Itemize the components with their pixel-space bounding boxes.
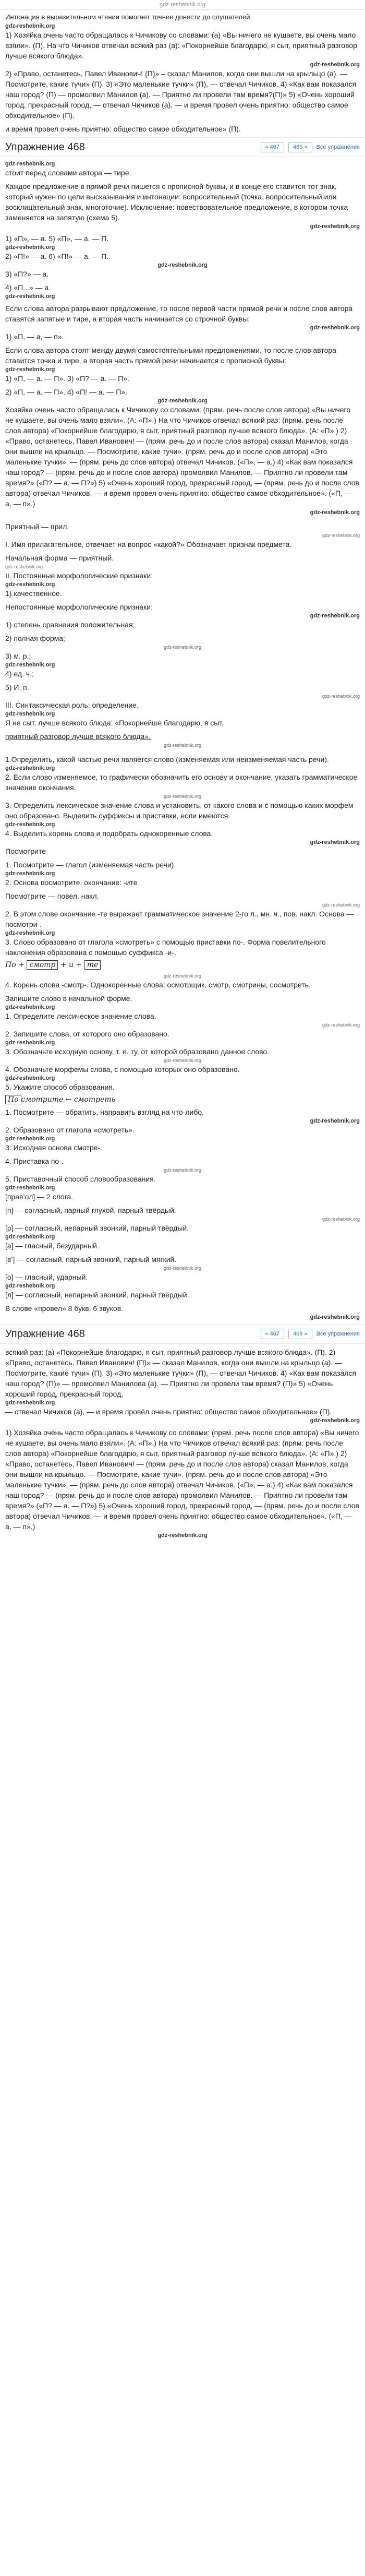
prev-exercise-button[interactable]: « 467 <box>261 1329 285 1339</box>
lead-text: стоит перед словами автора — тире. <box>5 169 131 177</box>
watermark: gdz-reshebnik.org <box>310 509 360 516</box>
watermark: gdz-reshebnik.org <box>310 1118 360 1124</box>
step: 2. Основа посмотрите, окончание: -ите <box>5 878 138 887</box>
step: 4. Корень слова -смотр-. Однокоренные слова: осмотрщик, смотр, смотрины, сосмотреть. <box>5 981 311 989</box>
watermark: gdz-reshebnik.org <box>310 613 360 619</box>
prev-exercise-button[interactable]: « 467 <box>261 142 285 152</box>
analysis-line: 5) И. п. <box>5 683 29 691</box>
step: 3. Исходная основа смотре-. <box>5 1143 103 1152</box>
watermark: gdz-reshebnik.org <box>322 902 360 908</box>
step: 5. Укажите способ образования. <box>5 1083 115 1091</box>
analysis-line: 1) качественное. <box>5 589 62 598</box>
watermark: gdz-reshebnik.org <box>5 244 55 251</box>
watermark: gdz-reshebnik.org <box>310 1417 360 1424</box>
step: 1. Определите лексическое значение слова. <box>5 1012 156 1020</box>
watermark: gdz-reshebnik.org <box>5 564 43 569</box>
watermark: gdz-reshebnik.org <box>322 694 360 699</box>
watermark: gdz-reshebnik.org <box>163 794 202 799</box>
watermark: gdz-reshebnik.org <box>310 1314 360 1320</box>
watermark: gdz-reshebnik.org <box>5 1040 55 1046</box>
next-exercise-button[interactable]: 469 » <box>288 1329 312 1339</box>
scheme-b: 1) «П, — а, — п». <box>5 332 64 341</box>
watermark: gdz-reshebnik.org <box>5 1004 55 1010</box>
watermark: gdz-reshebnik.org <box>163 1058 202 1063</box>
watermark: gdz-reshebnik.org <box>5 1283 55 1289</box>
analysis-head: Приятный — прил. <box>5 522 69 531</box>
analysis-line: Начальная форма — приятный. <box>5 554 114 562</box>
step: [прав’ол] — 2 слога. <box>5 1192 74 1201</box>
intro-paragraph-3: и время провел очень приятно: общество самое обходительное» (П). <box>5 125 241 133</box>
step: Посмотрите — повел. накл. <box>5 892 99 900</box>
watermark: gdz-reshebnik.org <box>163 973 202 979</box>
step: [р] — согласный, непарный звонкий, парный твёрдый. <box>5 1224 189 1232</box>
analysis-line: III. Синтаксическая роль: определение. <box>5 701 139 709</box>
scheme-a-1: 1) «П», — а. 5) «П», — а. — П. <box>5 234 109 243</box>
analysis-line: 1) степень сравнения положительная; <box>5 621 135 629</box>
underlined-word: приятный разговор лучше всякого блюда». <box>5 732 151 741</box>
step: [л] — согласный, непарный звонкий, парный твёрдый. <box>5 1291 189 1299</box>
watermark: gdz-reshebnik.org <box>5 1185 55 1191</box>
all-exercises-link[interactable]: Все упражнения <box>316 144 360 150</box>
intro-paragraph-2: 2) «Право, останетесь, Павел Иванович! (П)» – сказал Манилов, когда они вышли на крыльцо (а). — Посмотрите, какие тучи» (П). 3) «Это маленькие тучки» (П), — отвечал Чичиков. 4) «Как вам показался наш город? (П) — промолвил Манилов (а). — Приятно ли провели там время?(П)» 5) «Очень хороший город, прекрасный город, — отвечал Чичиков (а), — и время провел очень приятно: общество самое обходительное» (П). <box>5 69 357 120</box>
step: 3. Определить лексическое значение слова и установить, от какого слова и с помощью каких морфем оно образовано. Выделить суффиксы и приставки, если имеются. <box>5 801 354 820</box>
step: 1. Посмотрите — обратить, направить взгляд на что-либо. <box>5 1108 204 1116</box>
watermark: gdz-reshebnik.org <box>310 62 360 68</box>
step: Посмотрите <box>5 847 46 855</box>
watermark: gdz-reshebnik.org <box>163 645 202 650</box>
watermark: gdz-reshebnik.org <box>5 765 55 771</box>
watermark: gdz-reshebnik.org <box>310 839 360 845</box>
watermark: gdz-reshebnik.org <box>322 1217 360 1222</box>
watermark: gdz-reshebnik.org <box>5 711 55 717</box>
analysis-line: 4) ед. ч.; <box>5 670 34 678</box>
analysis-line: 3) м. р.; <box>5 652 31 660</box>
scheme-c-2: 2) «П, — а. — П». 4) «П! — а. — П». <box>5 388 127 396</box>
answer-paragraph: — отвечал Чичиков (а), — и время провёл очень приятно: общество самое обходительное» (П). <box>5 1408 332 1416</box>
exercise-header <box>0 137 365 157</box>
watermark: gdz-reshebnik.org <box>157 262 208 268</box>
watermark: gdz-reshebnik.org <box>322 533 360 538</box>
answer-paragraph: всякий раз: (а) «Покорнейше благодарю, я сыт, приятный разговор лучше всякого блюда». (П). 2) «Право, останетесь, Павел Иванович! (П)» — сказал Манилов, когда они вышли на крыльцо (а). — Посмотрите, какие тучи» (П). 3) «Это маленькие тучки» (П), — отвечал Чичиков. 4) «Как вам показался наш город? (П)» — промолвил Манилова (а). — Приятно ли провели там время? (П)» 5) «Очень хороший город, прекрасный город, <box>5 1348 357 1398</box>
step: 1. Посмотрите — глагол (изменяемая часть речи). <box>5 861 176 869</box>
step: 4. Приставка по-. <box>5 1157 64 1165</box>
watermark: gdz-reshebnik.org <box>157 1532 208 1539</box>
watermark: gdz-reshebnik.org <box>5 870 55 877</box>
intro-paragraph-1: 1) Хозяйка очень часто обращалась к Чичикову со словами: (а) «Вы ничего не кушаете, вы очень мало взяли». (П). На что Чичиков отвечал всякий раз (а): «Покорнейше благодарю, я сыт, приятный разговор лучше всякого блюда». <box>5 31 357 60</box>
watermark: gdz-reshebnik.org <box>5 1075 55 1081</box>
step: 2. Образовано от глагола «смотреть». <box>5 1126 135 1134</box>
step: Запишите слово в начальной форме. <box>5 994 132 1003</box>
watermark: gdz-reshebnik.org <box>163 1266 202 1271</box>
watermark: gdz-reshebnik.org <box>5 1400 55 1406</box>
watermark: gdz-reshebnik.org <box>163 1167 202 1173</box>
step: [в’] — согласный, парный звонкий, парный мягкий. <box>5 1255 177 1263</box>
watermark: gdz-reshebnik.org <box>5 930 55 936</box>
step: 4. Выделить корень слова и подобрать однокоренные слова. <box>5 829 213 838</box>
analysis-line: 2) полная форма; <box>5 634 65 642</box>
intro-heading: Интонация в выразительном чтении помогает точнее донести до слушателей <box>5 13 250 21</box>
watermark: gdz-reshebnik.org <box>310 223 360 230</box>
exercise-header <box>0 1324 365 1344</box>
step: 5. Приставочный способ словообразования. <box>5 1175 156 1183</box>
analysis-line: II. Постоянные морфологические признаки: <box>5 571 153 580</box>
site-url-bar: gdz-reshebnik.org <box>0 0 365 10</box>
step: 4. Обозначьте морфемы слова, с помощью которых оно образовано. <box>5 1065 240 1074</box>
step: 3. Слово образовано от глагола «смотреть» с помощью приставки по-. Форма повелительного наклонения образована с помощью суффикса -и-. <box>5 938 326 957</box>
analysis-line: I. Имя прилагательное, отвечает на вопрос «какой?» Обозначает признак предмета. <box>5 540 292 548</box>
exercise-title: Упражнение 468 <box>5 1328 85 1340</box>
step: 1.Определить, какой частью речи является слово (изменяемая или неизменяемая часть речи). <box>5 755 329 764</box>
watermark: gdz-reshebnik.org <box>310 325 360 331</box>
watermark: gdz-reshebnik.org <box>163 743 202 748</box>
watermark: gdz-reshebnik.org <box>5 1136 55 1142</box>
word-formation-formula: По смотрите ← смотреть <box>0 1092 365 1107</box>
scheme-a-2: 2) «П!» — а. 6) «П!» — а. — П. <box>5 252 109 260</box>
answer-paragraph: 1) Хозяйка очень часто обращалась к Чичикову со словами: (прям. речь после слов автора) «Вы ничего не кушаете, вы очень мало взяли». (А: «П».) На что Чичиков отвечал всякий раз: (прям. речь после слов автора) «Покорнейше благодарю, я сыт, приятный разговор лучше всякого блюда». (А: «П».) 2) «Право, останетесь, Павел Иванович! — (прям. речь до и после слов автора) сказал Манилов, когда они вышли на крыльцо. — Посмотрите, какие тучи». (прям. речь до и после слов автора) «Это маленькие тучки», — (прям. речь до слов автора) отвечал Чичиков. («П», — а.) 4) «Как вам показался наш город? — (прям. речь до и после слов автора) промолвил Манилов. — Приятно ли провели там время?» («П? — а. — П?») 5) «Очень хороший город, прекрасный город, — (прям. речь до и после слов автора) отвечал Чичиков, — и время провел очень приятно: общество самое обходительное». («П, — а, — п».) <box>5 1428 359 1531</box>
exercise-title: Упражнение 468 <box>5 141 85 153</box>
step: 3. Обозначьте исходную основу, т. е. ту, от которой образовано данное слово. <box>5 1047 270 1056</box>
watermark: gdz-reshebnik.org <box>5 293 55 300</box>
morpheme-formula: По + смотр + и + те <box>0 958 365 972</box>
step: 2. Запишите слова, от которого оно образовано. <box>5 1030 169 1038</box>
watermark: gdz-reshebnik.org <box>5 23 55 29</box>
watermark: gdz-reshebnik.org <box>5 581 55 588</box>
watermark: gdz-reshebnik.org <box>5 821 55 828</box>
step: В слове «провел» 8 букв, 6 звуков. <box>5 1304 124 1313</box>
watermark: gdz-reshebnik.org <box>5 1234 55 1240</box>
watermark: gdz-reshebnik.org <box>157 398 208 404</box>
watermark: gdz-reshebnik.org <box>5 366 55 373</box>
scheme-a-3: 3) «П?» — а. <box>5 270 49 278</box>
next-exercise-button[interactable]: 469 » <box>288 142 312 152</box>
step: 2. Если слово изменяемое, то графически обозначить его основу и окончание, указать грамматическое значение окончания. <box>5 773 358 792</box>
watermark: gdz-reshebnik.org <box>5 161 55 167</box>
scheme-c-1: 1) «П, — а. — П». 3) «П? — а. — П». <box>5 374 129 383</box>
rule-paragraph-1: Каждое предложение в прямой речи пишется с прописной буквы, и в конце его ставится тот знак, который нужен по цели высказывания и интонации: вопросительный (точка, вопросительный или восклицательный знак, многоточие). Исключение: повествовательное предложение, в котором точка заменяется на запятую (схема 5). <box>5 182 348 222</box>
step: [о] — гласный, ударный. <box>5 1273 88 1281</box>
all-exercises-link[interactable]: Все упражнения <box>316 1331 360 1337</box>
watermark: gdz-reshebnik.org <box>322 1022 360 1028</box>
analysis-line: Непостоянные морфологические признаки: <box>5 603 153 611</box>
analysis-line <box>0 731 365 742</box>
step: [а] — гласный, безударный. <box>5 1242 99 1250</box>
scheme-a-4: 4) «П...» — а. <box>5 283 51 292</box>
step: [п] — согласный, парный глухой, парный твёрдый. <box>5 1206 176 1214</box>
rule-paragraph-2: Если слова автора разрывают предложение, то после первой части прямой речи и после слов автора ставятся запятые и тире, а вторая часть начинается со строчной буквы: <box>5 304 353 323</box>
answer-paragraph: Хозяйка очень часто обращалась к Чичикову со словами: (прям. речь после слов автора) «Вы ничего не кушаете, вы очень мало взяли». (А: «П».) На что Чичиков отвечал всякий раз: (прям. речь после слов автора) «Покорнейше благодарю, я сыт, приятный разговор лучше всякого блюда». (А: «П».) 2) «Право, останетесь, Павел Иванович! — (прям. речь до и после слов автора) сказал Манилов, когда они вышли на крыльцо. — Посмотрите, какие тучи». (прям. речь до и после слов автора) «Это маленькие тучки», — (прям. речь до слов автора) отвечал Чичиков. («П», — а.) 4) «Как вам показался наш город? — (прям. речь до и после слов автора) промолвил Манилов. — Приятно ли провели там время?» («П? — а. — П?») 5) «Очень хороший город, прекрасный город, — (прям. речь до и после слов автора) отвечал Чичиков, — и время провел очень приятно: общество самое обходительное». («П, — а, — п».) <box>5 406 359 508</box>
analysis-line: Я не сыт, лучше всякого блюда: «Покорнейше благодарю, я сыт, <box>5 719 224 727</box>
rule-paragraph-3: Если слова автора стоят между двумя самостоятельными предложениями, то после слов автора ставится точка и тире, а вторая часть прямой речи начинается с прописной буквы: <box>5 346 336 365</box>
watermark: gdz-reshebnik.org <box>5 662 55 668</box>
step: 2. В этом слове окончание -те выражает грамматическое значение 2-го л., мн. ч., пов. накл. Основа — посмотри-. <box>5 910 354 928</box>
